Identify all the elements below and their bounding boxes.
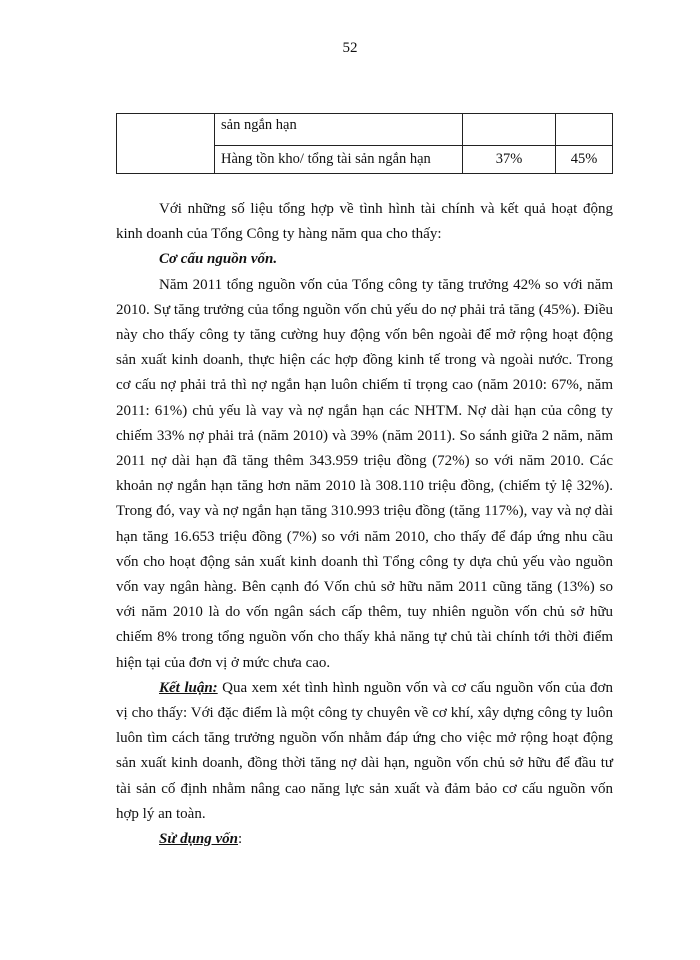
section-heading-use-of-capital [116, 827, 613, 852]
heading-text: Sử dụng vốn [159, 831, 239, 848]
document-body [116, 197, 613, 852]
conclusion-label: Kết luận: [159, 679, 218, 696]
table-cell-value-2011 [556, 114, 613, 146]
section-heading-capital-structure [116, 247, 613, 272]
heading-suffix: : [238, 831, 243, 848]
heading-text: Cơ cấu nguồn vốn. [159, 251, 278, 268]
page-number: 52 [342, 40, 358, 56]
table-cell-label: Hàng tồn kho/ tổng tài sản ngắn hạn [215, 146, 463, 174]
table-cell-value-2011: 45% [556, 146, 613, 174]
table-cell-empty [117, 114, 215, 174]
intro-paragraph: Với những số liệu tổng hợp về tình hình tài chính và kết quả hoạt động kinh doanh của Tổng Công ty hàng năm qua cho thấy: [116, 201, 613, 243]
table-cell-label: sản ngắn hạn [215, 114, 463, 146]
conclusion-paragraph [116, 676, 613, 827]
financial-ratio-table [116, 113, 613, 174]
capital-structure-paragraph: Năm 2011 tổng nguồn vốn của Tổng công ty tăng trưởng 42% so với năm 2010. Sự tăng trưởng của tổng nguồn vốn chủ yếu do nợ phải trả tăng (45%). Điều này cho thấy công ty tăng cường huy động vốn bên ngoài để mở rộng hoạt động sản xuất kinh doanh, thực hiện các hợp đồng kinh tế trong và ngoài nước. Trong cơ cấu nợ phải trả thì nợ ngắn hạn luôn chiếm tỉ trọng cao (năm 2010: 67%, năm 2011: 61%) chủ yếu là vay và nợ ngắn hạn các NHTM. Nợ dài hạn của công ty chiếm 33% nợ phải trả (năm 2010) và 39% (năm 2011). So sánh giữa 2 năm, năm 2011 nợ dài hạn đã tăng thêm 343.959 triệu đồng (72%) so với năm 2010. Các khoản nợ ngắn hạn tăng hơn năm 2010 là 308.110 triệu đồng, (chiếm tỷ lệ 32%). Trong đó, vay và nợ ngắn hạn tăng 310.993 triệu đồng (tăng 117%), vay và nợ dài hạn tăng 16.653 triệu đồng (7%) so với năm 2010, cho thấy để đáp ứng nhu cầu vốn cho hoạt động sản xuất kinh doanh thì Tổng công ty dựa chủ yếu vào nguồn vốn vay ngân hàng. Bên cạnh đó Vốn chủ sở hữu năm 2011 cũng tăng (13%) so với năm 2010 là do vốn ngân sách cấp thêm, tuy nhiên nguồn vốn chủ sở hữu chiếm 8% trong tổng nguồn vốn cho thấy khả năng tự chủ tài chính tới thời điểm hiện tại của đơn vị ở mức chưa cao. [116, 276, 613, 671]
conclusion-text: Qua xem xét tình hình nguồn vốn và cơ cấu nguồn vốn của đơn vị cho thấy: Với đặc điểm là một công ty chuyên về cơ khí, xây dựng công ty luôn luôn tìm cách tăng trưởng nguồn vốn nhằm đáp ứng cho việc mở rộng hoạt động sản xuất kinh doanh, đồng thời tăng nợ dài hạn, nguồn vốn chủ sở hữu để đầu tư tài sản cố định nhằm nâng cao năng lực sản xuất và đảm bảo cơ cấu nguồn vốn hợp lý an toàn. [116, 679, 613, 822]
table-cell-value-2010: 37% [463, 146, 556, 174]
table-cell-value-2010 [463, 114, 556, 146]
table-row [117, 114, 613, 146]
